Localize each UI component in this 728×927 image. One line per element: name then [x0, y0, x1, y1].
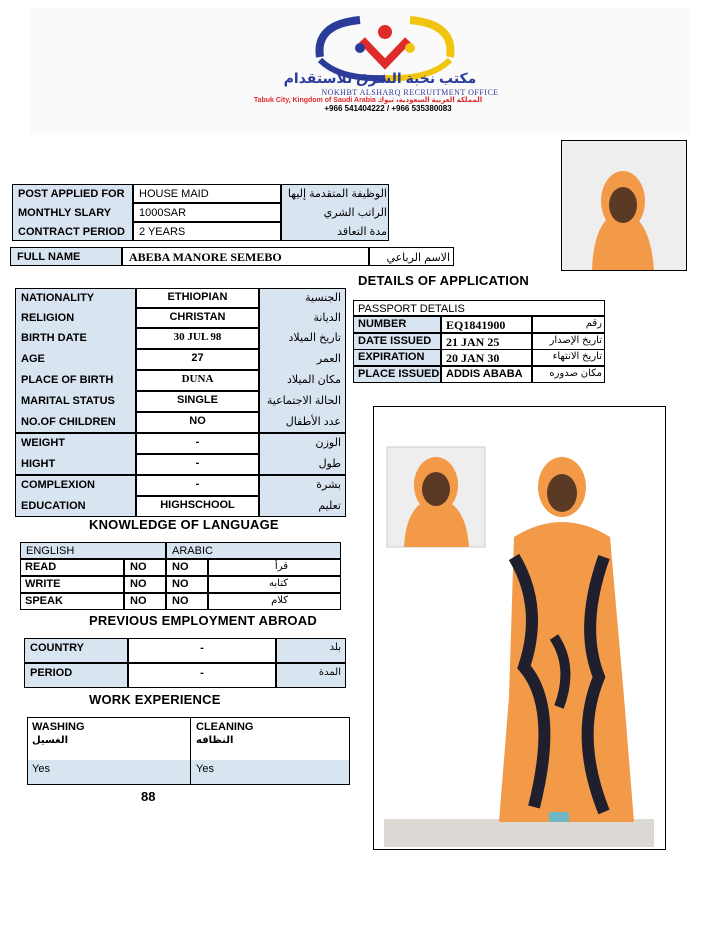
- post-row-1-ar: الوظيفة المتقدمة إليها: [287, 188, 387, 200]
- full-name-ar-cell: [369, 247, 454, 266]
- personal-row-2-value: 30 JUL 98: [173, 331, 222, 343]
- personal-row-4-label: PLACE OF BIRTH: [21, 374, 114, 386]
- post-value-2-text: 1000SAR: [139, 207, 187, 219]
- details-heading: DETAILS OF APPLICATION: [358, 273, 529, 288]
- personal-row-10-value: HIGHSCHOOL: [160, 499, 235, 511]
- logo-arabic-name: مكتب نخبة الشرق للاستقدام: [283, 70, 477, 86]
- work-item-1-ar: الغسيل: [32, 735, 69, 746]
- passport-row-1-ar: تاريخ الإصدار: [549, 334, 602, 346]
- page-number: 88: [141, 789, 156, 804]
- passport-row-2-value: 20 JAN 30: [446, 351, 500, 365]
- logo-address: Tabuk City, Kingdom of Saudi Arabia المملكة العربية السعودية، تبوك: [253, 97, 483, 104]
- employment-heading: PREVIOUS EMPLOYMENT ABROAD: [89, 613, 317, 628]
- personal-row-5-value: SINGLE: [177, 394, 218, 406]
- work-heading: WORK EXPERIENCE: [89, 692, 221, 707]
- passport-row-0-label: NUMBER: [358, 318, 407, 330]
- work-item-2-label: CLEANING: [196, 721, 254, 733]
- emp-row-1-value: -: [200, 667, 204, 679]
- post-row-3-label: CONTRACT PERIOD: [18, 226, 125, 238]
- emp-row-0-value: -: [200, 642, 204, 654]
- post-value-2: [133, 203, 281, 222]
- lang-row-0-arb: NO: [172, 561, 189, 573]
- personal-row-1-label: RELIGION: [21, 312, 75, 324]
- full-name-label: FULL NAME: [17, 251, 81, 263]
- personal-row-8-value: -: [195, 457, 200, 469]
- personal-row-1-value: CHRISTAN: [169, 311, 226, 323]
- personal-row-2-ar: تاريخ الميلاد: [288, 332, 341, 344]
- passport-row-3-label: PLACE ISSUED: [358, 367, 440, 380]
- lang-col2: ARABIC: [172, 545, 213, 557]
- passport-title: PASSPORT DETALIS: [358, 303, 465, 315]
- post-row-1-label: POST APPLIED FOR: [18, 188, 125, 200]
- work-item-2-ar: النظافه: [196, 735, 234, 746]
- passport-row-1-value: 21 JAN 25: [446, 334, 500, 349]
- personal-row-3-ar: العمر: [316, 353, 341, 365]
- post-value-3-text: 2 YEARS: [139, 226, 186, 238]
- personal-row-0-value: ETHIOPIAN: [167, 291, 228, 303]
- lang-row-1-label: WRITE: [25, 578, 61, 590]
- personal-row-4-ar: مكان الميلاد: [286, 374, 341, 386]
- personal-row-5-ar: الحالة الاجتماعية: [266, 395, 341, 407]
- post-row-2-ar: الراتب الشري: [323, 207, 387, 219]
- personal-row-3-value: 27: [191, 352, 204, 364]
- post-value-1: [133, 184, 281, 203]
- emp-row-0-label: COUNTRY: [30, 642, 84, 654]
- full-name-value-cell: [122, 247, 369, 266]
- lang-row-0-ar: قرأ: [274, 561, 288, 572]
- lang-row-1-en: NO: [130, 578, 147, 590]
- work-value-row: [28, 760, 349, 784]
- personal-row-4-value: DUNA: [181, 373, 214, 385]
- personal-row-0-label: NATIONALITY: [21, 292, 95, 304]
- full-body-photo: [373, 406, 666, 850]
- emp-row-0-ar: بلد: [329, 642, 341, 653]
- lang-header-arabic: [166, 542, 341, 559]
- lang-row-0-label: READ: [25, 561, 57, 573]
- lang-row-1-ar: كتابه: [269, 578, 288, 589]
- post-value-1-text: HOUSE MAID: [139, 188, 209, 200]
- post-row-2-label: MONTHLY SLARY: [18, 207, 112, 219]
- personal-row-6-value: NO: [189, 415, 206, 427]
- personal-row-8-label: HIGHT: [21, 458, 56, 470]
- passport-title-cell: [353, 300, 605, 316]
- full-name-value: ABEBA MANORE SEMEBO: [129, 250, 282, 264]
- post-row-3-ar: مدة التعاقد: [337, 226, 387, 238]
- lang-header-english: [20, 542, 166, 559]
- passport-row-3-value: ADDIS ABABA: [446, 367, 523, 380]
- personal-row-9-label: COMPLEXION: [21, 479, 95, 491]
- lang-row-2-label: SPEAK: [25, 595, 63, 607]
- lang-row-2-ar: كلام: [271, 595, 288, 606]
- work-item-2-value: Yes: [196, 763, 214, 775]
- full-name-ar: الاسم الرباعي: [386, 252, 450, 264]
- personal-row-9-value: -: [195, 478, 200, 490]
- personal-row-6-label: NO.OF CHILDREN: [21, 416, 116, 428]
- passport-photo: [561, 140, 687, 271]
- emp-row-1-ar: المدة: [318, 667, 341, 678]
- work-item-1-value: Yes: [32, 763, 50, 775]
- lang-col1: ENGLISH: [26, 545, 75, 557]
- personal-row-10-label: EDUCATION: [21, 500, 86, 512]
- lang-row-2-en: NO: [130, 595, 147, 607]
- personal-row-2-label: BIRTH DATE: [21, 332, 87, 344]
- logo-phones: +966 541404222 / +966 535380083: [324, 104, 452, 113]
- personal-row-5-label: MARITAL STATUS: [21, 395, 115, 407]
- personal-row-6-ar: عدد الأطفال: [285, 416, 341, 428]
- passport-row-3-ar: مكان صدوره: [549, 367, 602, 379]
- logo-english-name: NOKHBT ALSHARQ RECRUITMENT OFFICE: [321, 88, 499, 97]
- personal-row-10-ar: تعليم: [318, 500, 341, 512]
- personal-row-8-ar: طول: [318, 458, 341, 470]
- work-divider-2: [190, 760, 191, 784]
- post-value-3: [133, 222, 281, 241]
- personal-row-7-label: WEIGHT: [21, 437, 65, 449]
- lang-row-2-arb: NO: [172, 595, 189, 607]
- logo-header: [30, 8, 690, 133]
- passport-row-2-label: EXPIRATION: [358, 351, 425, 363]
- passport-row-2-ar: تاريخ الانتهاء: [552, 351, 602, 362]
- personal-row-1-ar: الديانة: [313, 312, 341, 324]
- personal-row-0-ar: الجنسية: [305, 292, 341, 304]
- language-heading: KNOWLEDGE OF LANGUAGE: [89, 517, 279, 532]
- passport-row-1-label: DATE ISSUED: [358, 334, 432, 347]
- lang-row-0-en: NO: [130, 561, 147, 573]
- emp-row-1-label: PERIOD: [30, 667, 73, 679]
- lang-row-1-arb: NO: [172, 578, 189, 590]
- personal-row-7-value: -: [195, 436, 200, 448]
- personal-row-7-ar: الوزن: [315, 437, 341, 449]
- work-item-1-label: WASHING: [32, 721, 85, 733]
- full-name-label-cell: [10, 247, 122, 266]
- passport-row-0-ar: رقم: [585, 318, 602, 329]
- passport-row-0-value: EQ1841900: [446, 318, 506, 332]
- personal-row-9-ar: بشرة: [316, 479, 341, 491]
- personal-row-3-label: AGE: [21, 353, 45, 365]
